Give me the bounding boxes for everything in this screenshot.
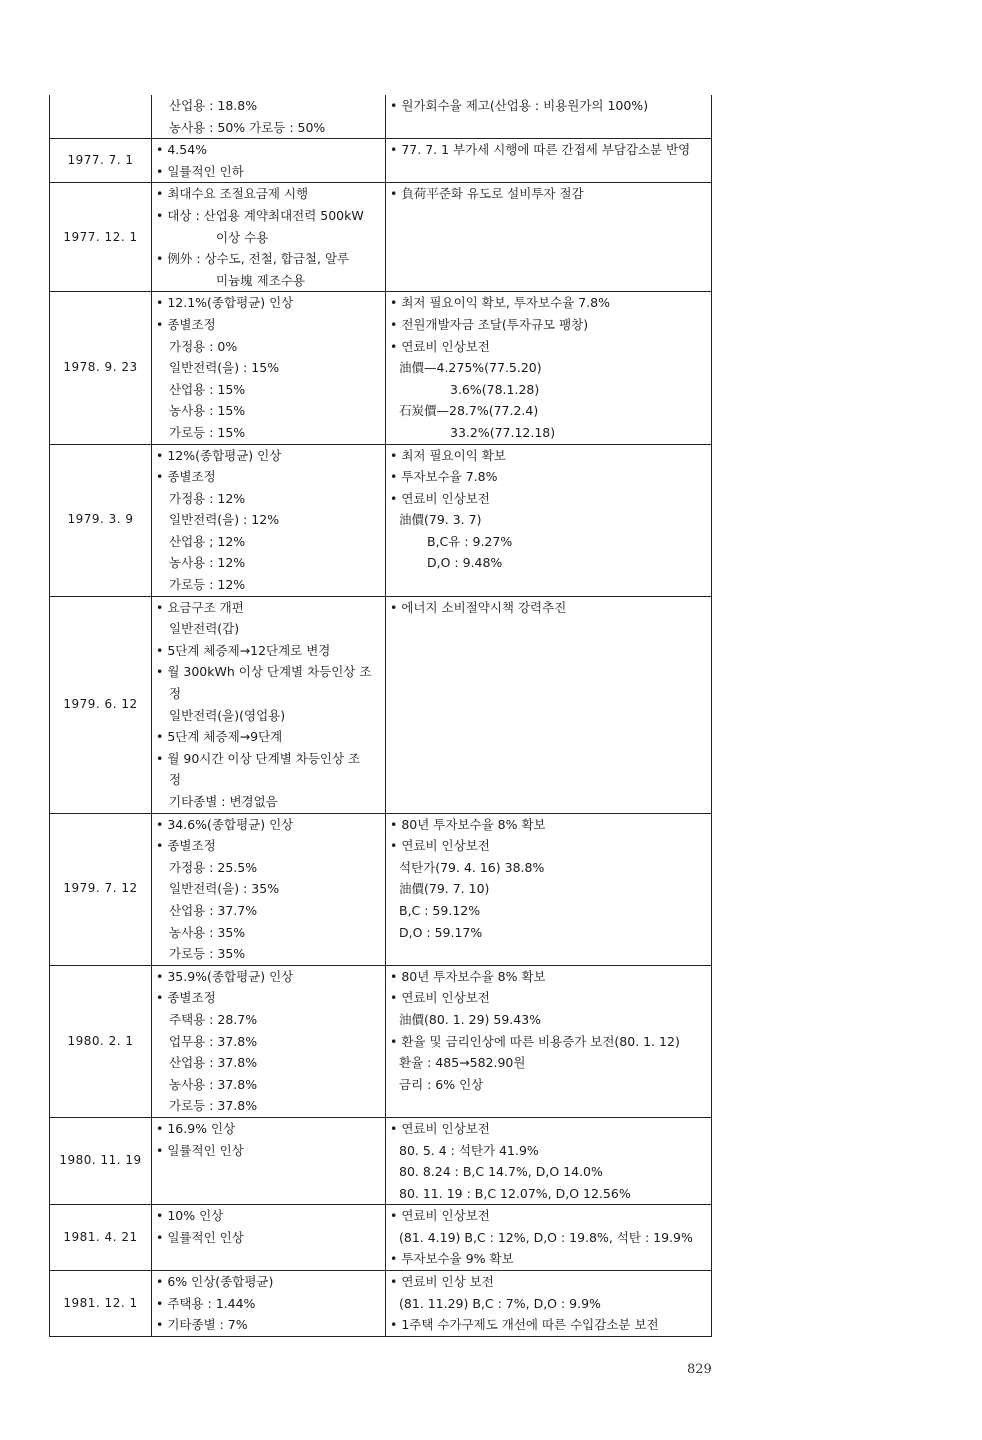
rate-adjustment-cell bbox=[152, 596, 386, 813]
reason-cell bbox=[386, 1117, 712, 1204]
reason-cell bbox=[386, 965, 712, 1117]
text-line: B,C : 59.12% bbox=[399, 902, 481, 918]
text-line: 80. 5. 4 : 석탄가 41.9% bbox=[399, 1142, 539, 1158]
text-line: • 5단계 체증제→12단계로 변경 bbox=[156, 642, 331, 658]
table-row bbox=[50, 813, 712, 965]
text-line: 가정용 : 12% bbox=[169, 490, 246, 506]
text-line: 농사용 : 35% bbox=[169, 924, 246, 940]
text-line: • 종별조정 bbox=[156, 838, 216, 854]
text-line: • 연료비 인상 보전 bbox=[390, 1274, 494, 1290]
reason-cell bbox=[386, 292, 712, 444]
electricity-rate-history-table bbox=[49, 95, 712, 1337]
text-line: • 5단계 체증제→9단계 bbox=[156, 729, 283, 745]
text-line: 油價—4.275%(77.5.20) bbox=[399, 360, 542, 376]
date-cell: 1977. 7. 1 bbox=[50, 139, 152, 183]
text-line: • 월 300kWh 이상 단계별 차등인상 조 bbox=[156, 664, 372, 680]
text-line: 油價(79. 3. 7) bbox=[399, 512, 482, 528]
text-line: 가로등 : 35% bbox=[169, 946, 246, 962]
text-line: • 종별조정 bbox=[156, 990, 216, 1006]
text-line: 80. 8.24 : B,C 14.7%, D,O 14.0% bbox=[399, 1164, 603, 1180]
text-line: 일반전력(을)(영업용) bbox=[169, 707, 286, 723]
text-line: • 일률적인 인상 bbox=[156, 1229, 244, 1245]
text-line: • 월 90시간 이상 단계별 차등인상 조 bbox=[156, 750, 361, 766]
text-line: 일반전력(을) : 35% bbox=[169, 881, 280, 897]
text-line: • 연료비 인상보전 bbox=[390, 490, 490, 506]
date-cell: 1978. 9. 23 bbox=[50, 292, 152, 444]
reason-cell bbox=[386, 813, 712, 965]
text-line: D,O : 9.48% bbox=[427, 555, 503, 571]
table-row bbox=[50, 1117, 712, 1204]
text-line: 기타종별 : 변경없음 bbox=[169, 794, 278, 809]
table-row bbox=[50, 965, 712, 1117]
text-line: 산업용 : 18.8% bbox=[169, 98, 258, 113]
text-line: 가로등 : 37.8% bbox=[169, 1098, 258, 1114]
text-line: 가정용 : 25.5% bbox=[169, 859, 258, 875]
text-line: • 例外 : 상수도, 전철, 합금철, 알루 bbox=[156, 251, 350, 267]
date-cell: 1981. 4. 21 bbox=[50, 1205, 152, 1271]
table-row bbox=[50, 1271, 712, 1337]
table-row bbox=[50, 95, 712, 139]
text-line: 油價(80. 1. 29) 59.43% bbox=[399, 1011, 542, 1027]
text-line: • 환율 및 금리인상에 따른 비용증가 보전(80. 1. 12) bbox=[390, 1033, 680, 1049]
text-line: 석탄가(79. 4. 16) 38.8% bbox=[399, 859, 545, 875]
text-line: 일반전력(을) : 12% bbox=[169, 512, 280, 528]
rate-adjustment-cell bbox=[152, 965, 386, 1117]
page-number: 829 bbox=[687, 1362, 712, 1377]
reason-cell bbox=[386, 1205, 712, 1271]
date-cell: 1981. 12. 1 bbox=[50, 1271, 152, 1337]
text-line: 가정용 : 0% bbox=[169, 338, 238, 354]
rate-adjustment-cell bbox=[152, 139, 386, 183]
rate-adjustment-cell bbox=[152, 292, 386, 444]
text-line: 농사용 : 50% 가로등 : 50% bbox=[169, 119, 326, 135]
text-line: 일반전력(갑) bbox=[169, 621, 240, 637]
text-line: • 연료비 인상보전 bbox=[390, 838, 490, 854]
text-line: B,C유 : 9.27% bbox=[427, 533, 513, 549]
text-line: 주택용 : 28.7% bbox=[169, 1011, 258, 1027]
text-line: • 원가회수율 제고(산업용 : 비용원가의 100%) bbox=[390, 98, 649, 113]
text-line: 금리 : 6% 인상 bbox=[399, 1076, 484, 1092]
text-line: • 종별조정 bbox=[156, 469, 216, 485]
text-line: • 일률적인 인하 bbox=[156, 163, 244, 179]
date-cell: 1980. 2. 1 bbox=[50, 965, 152, 1117]
text-line: • 에너지 소비절약시책 강력추진 bbox=[390, 599, 567, 615]
text-line: 3.6%(78.1.28) bbox=[450, 381, 540, 397]
text-line: • 80년 투자보수율 8% 확보 bbox=[390, 816, 546, 832]
text-line: (81. 11.29) B,C : 7%, D,O : 9.9% bbox=[399, 1295, 601, 1311]
text-line: • 종별조정 bbox=[156, 316, 216, 332]
text-line: 농사용 : 12% bbox=[169, 555, 246, 571]
text-line: 환율 : 485→582.90원 bbox=[399, 1055, 526, 1071]
text-line: 산업용 : 37.8% bbox=[169, 1055, 258, 1071]
date-cell: 1980. 11. 19 bbox=[50, 1117, 152, 1204]
text-line: • 6% 인상(종합평균) bbox=[156, 1274, 274, 1290]
text-line: • 요금구조 개편 bbox=[156, 599, 244, 615]
reason-cell bbox=[386, 139, 712, 183]
text-line: 일반전력(을) : 15% bbox=[169, 360, 280, 376]
text-line: 80. 11. 19 : B,C 12.07%, D,O 12.56% bbox=[399, 1185, 631, 1201]
text-line: • 기타종별 : 7% bbox=[156, 1317, 248, 1333]
text-line: 가로등 : 15% bbox=[169, 424, 246, 440]
rate-adjustment-cell bbox=[152, 1205, 386, 1271]
text-line: • 34.6%(종합평균) 인상 bbox=[156, 816, 294, 832]
text-line: 산업용 : 37.7% bbox=[169, 902, 258, 918]
text-line: 33.2%(77.12.18) bbox=[450, 424, 556, 440]
reason-cell bbox=[386, 1271, 712, 1337]
text-line: 油價(79. 7. 10) bbox=[399, 881, 490, 897]
text-line: 업무용 : 37.8% bbox=[169, 1033, 258, 1049]
text-line: 산업용 : 15% bbox=[169, 381, 246, 397]
text-line: • 일률적인 인상 bbox=[156, 1142, 244, 1158]
table-row bbox=[50, 139, 712, 183]
text-line: • 투자보수율 9% 확보 bbox=[390, 1251, 514, 1267]
rate-adjustment-cell bbox=[152, 95, 386, 139]
text-line: • 최대수요 조절요금제 시행 bbox=[156, 186, 309, 202]
text-line: • 연료비 인상보전 bbox=[390, 1208, 490, 1224]
text-line: 石炭價—28.7%(77.2.4) bbox=[399, 403, 539, 419]
text-line: • 12.1%(종합평균) 인상 bbox=[156, 295, 294, 311]
table-body bbox=[50, 95, 712, 1336]
text-line: • 투자보수율 7.8% bbox=[390, 469, 498, 485]
table-row bbox=[50, 1205, 712, 1271]
text-line: • 주택용 : 1.44% bbox=[156, 1295, 256, 1311]
text-line: • 12%(종합평균) 인상 bbox=[156, 447, 282, 463]
text-line: • 16.9% 인상 bbox=[156, 1120, 236, 1136]
text-line: 농사용 : 15% bbox=[169, 403, 246, 419]
text-line: • 35.9%(종합평균) 인상 bbox=[156, 968, 294, 984]
rate-adjustment-cell bbox=[152, 444, 386, 596]
text-line: • 최저 필요이익 확보 bbox=[390, 447, 506, 463]
text-line: 가로등 : 12% bbox=[169, 577, 246, 593]
text-line: 정 bbox=[169, 686, 182, 702]
reason-cell bbox=[386, 183, 712, 292]
text-line: 이상 수용 bbox=[216, 229, 269, 245]
text-line: • 4.54% bbox=[156, 142, 208, 158]
text-line: • 대상 : 산업용 계약최대전력 500kW bbox=[156, 207, 364, 223]
reason-cell bbox=[386, 444, 712, 596]
date-cell: 1977. 12. 1 bbox=[50, 183, 152, 292]
table-row bbox=[50, 444, 712, 596]
rate-adjustment-cell bbox=[152, 813, 386, 965]
text-line: • 최저 필요이익 확보, 투자보수율 7.8% bbox=[390, 295, 610, 311]
text-line: • 10% 인상 bbox=[156, 1208, 224, 1224]
text-line: • 연료비 인상보전 bbox=[390, 1120, 490, 1136]
reason-cell bbox=[386, 95, 712, 139]
date-cell bbox=[50, 95, 152, 139]
date-cell: 1979. 6. 12 bbox=[50, 596, 152, 813]
table-row bbox=[50, 292, 712, 444]
date-cell: 1979. 7. 12 bbox=[50, 813, 152, 965]
text-line: (81. 4.19) B,C : 12%, D,O : 19.8%, 석탄 : 19.9% bbox=[399, 1229, 693, 1245]
rate-adjustment-cell bbox=[152, 183, 386, 292]
text-line: • 負荷平준화 유도로 설비투자 절감 bbox=[390, 186, 584, 202]
rate-adjustment-cell bbox=[152, 1117, 386, 1204]
text-line: 정 bbox=[169, 772, 182, 788]
text-line: • 77. 7. 1 부가세 시행에 따른 간접세 부담감소분 반영 bbox=[390, 142, 691, 158]
text-line: • 1주택 수가구제도 개선에 따른 수입감소분 보전 bbox=[390, 1317, 659, 1333]
text-line: • 80년 투자보수율 8% 확보 bbox=[390, 968, 546, 984]
text-line: • 연료비 인상보전 bbox=[390, 338, 490, 354]
text-line: • 연료비 인상보전 bbox=[390, 990, 490, 1006]
text-line: 미늄塊 제조수용 bbox=[216, 272, 305, 288]
reason-cell bbox=[386, 596, 712, 813]
text-line: 농사용 : 37.8% bbox=[169, 1076, 258, 1092]
table-row bbox=[50, 183, 712, 292]
date-cell: 1979. 3. 9 bbox=[50, 444, 152, 596]
text-line: D,O : 59.17% bbox=[399, 924, 483, 940]
rate-adjustment-cell bbox=[152, 1271, 386, 1337]
table-row bbox=[50, 596, 712, 813]
text-line: • 전원개발자금 조달(투자규모 팽창) bbox=[390, 316, 589, 332]
text-line: 산업용 ; 12% bbox=[169, 533, 246, 549]
